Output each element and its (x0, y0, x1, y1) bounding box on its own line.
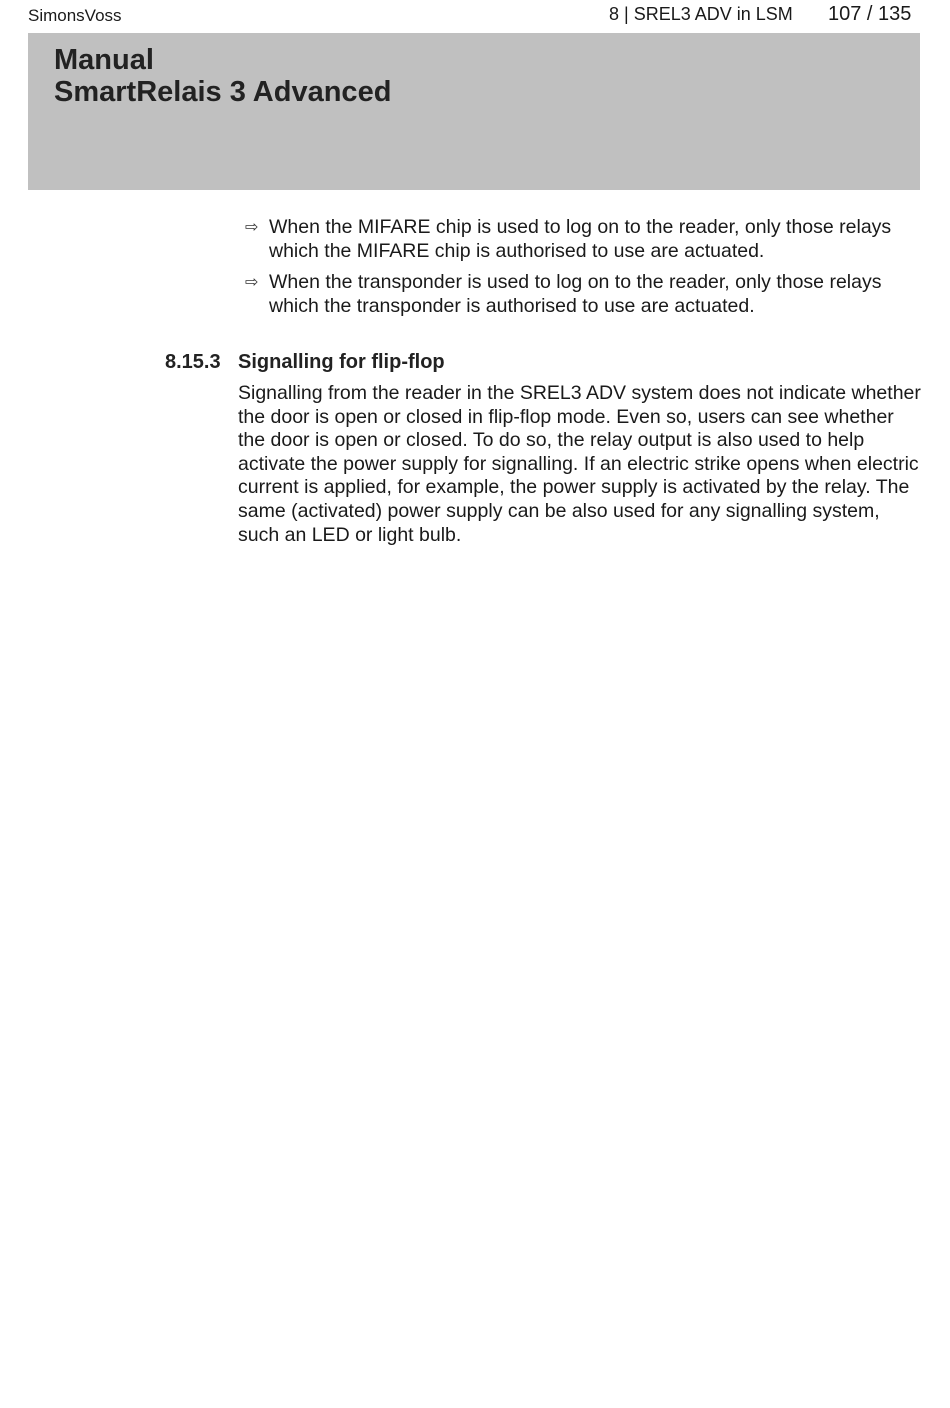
section-title: Signalling for flip-flop (238, 351, 445, 373)
page-header-bar (0, 0, 950, 33)
title-line-1: Manual (54, 44, 154, 76)
section-body: Signalling from the reader in the SREL3 ADV system does not indicate whether the door is open or closed in flip-flop mode. Even so, users can see whether the door is open or closed. To do so, the relay output is also used to help activate the power supply for signalling. If an electric strike opens when electric current is applied, for example, the power supply is activated by the relay. The same (activated) power supply can be also used for any signalling system, such an LED or light bulb. (238, 382, 921, 546)
page-number: 107 / 135 (828, 3, 912, 25)
section-number: 8.15.3 (165, 351, 221, 373)
document-title (54, 44, 391, 108)
result-list (245, 216, 925, 326)
header-band (28, 33, 920, 190)
arrow-right-icon: ⇨ (245, 219, 259, 236)
list-item (245, 216, 925, 263)
title-line-2: SmartRelais 3 Advanced (54, 76, 392, 108)
list-item (245, 271, 925, 318)
chapter-label: 8 | SREL3 ADV in LSM (609, 4, 793, 24)
brand-name: SimonsVoss (28, 6, 122, 25)
arrow-right-icon: ⇨ (245, 274, 259, 291)
list-item-text: When the transponder is used to log on to the reader, only those relays which the transponder is authorised to use are actuated. (269, 271, 882, 317)
list-item-text: When the MIFARE chip is used to log on to the reader, only those relays which the MIFARE chip is authorised to use are actuated. (269, 216, 892, 262)
